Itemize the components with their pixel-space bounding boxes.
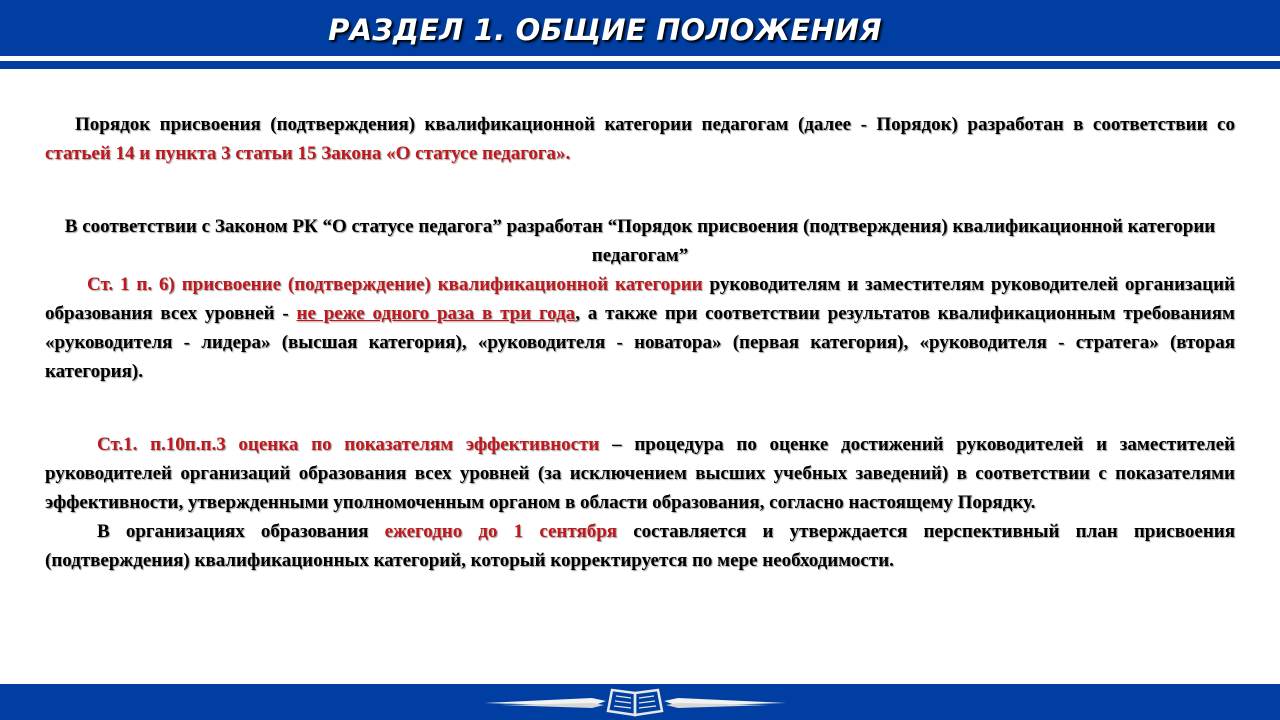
paragraph-article-1-6: [45, 270, 1235, 386]
frequency-highlight: не реже одного раза в три года: [296, 303, 576, 324]
slide-title: РАЗДЕЛ 1. ОБЩИЕ ПОЛОЖЕНИЯ: [328, 13, 882, 47]
spacer: [45, 386, 1235, 430]
paragraph-text: – процедура по оценке достижений руководителей и заместителей руководителей организаций образования всех уровней (за исключением высших учебных заведений) в соответствии с показателями эффективности, утвержденными уполномоченным органом в области образования, согласно настоящему Порядку.: [45, 434, 1235, 513]
law-reference-highlight: статьей 14 и пункта 3 статьи 15 Закона «О статусе педагога».: [45, 143, 571, 164]
slide-body: [45, 110, 1235, 575]
header-divider-blue: [0, 61, 1280, 69]
paragraph-text: составляется и утверждается перспективный план присвоения (подтверждения) квалификационных категорий, который корректируется по мере необходимости.: [45, 521, 1235, 571]
paragraph-law-summary: В соответствии с Законом РК “О статусе педагога” разработан “Порядок присвоения (подтверждения) квалификационной категории педагогам”: [64, 216, 1216, 266]
paragraph-order-basis: [45, 110, 1235, 168]
spacer: [45, 168, 1235, 212]
open-book-wings-icon: [480, 684, 790, 720]
article-highlight: Ст. 1 п. 6) присвоение (подтверждение) квалификационной категории: [87, 274, 703, 295]
paragraph-text: , а также при соответствии результатов квалификационным требованиям «руководителя - лидера» (высшая категория), «руководителя - новатора» (первая категория), «руководителя - стратега» (вторая категория).: [45, 303, 1235, 382]
paragraph-article-1-10: [45, 430, 1235, 517]
paragraph-text: В организациях образования: [97, 521, 385, 542]
paragraph-annual-plan: [45, 517, 1235, 575]
deadline-highlight: ежегодно до 1 сентября: [384, 521, 618, 542]
paragraph-text: Порядок присвоения (подтверждения) квалификационной категории педагогам (далее - Порядок) разработан в соответствии со: [75, 114, 1235, 135]
paragraph-text: руководителям и заместителям руководителей организаций образования всех уровней -: [45, 274, 1235, 324]
article-highlight: Ст.1. п.10п.п.3 оценка по показателям эффективности: [97, 434, 600, 455]
